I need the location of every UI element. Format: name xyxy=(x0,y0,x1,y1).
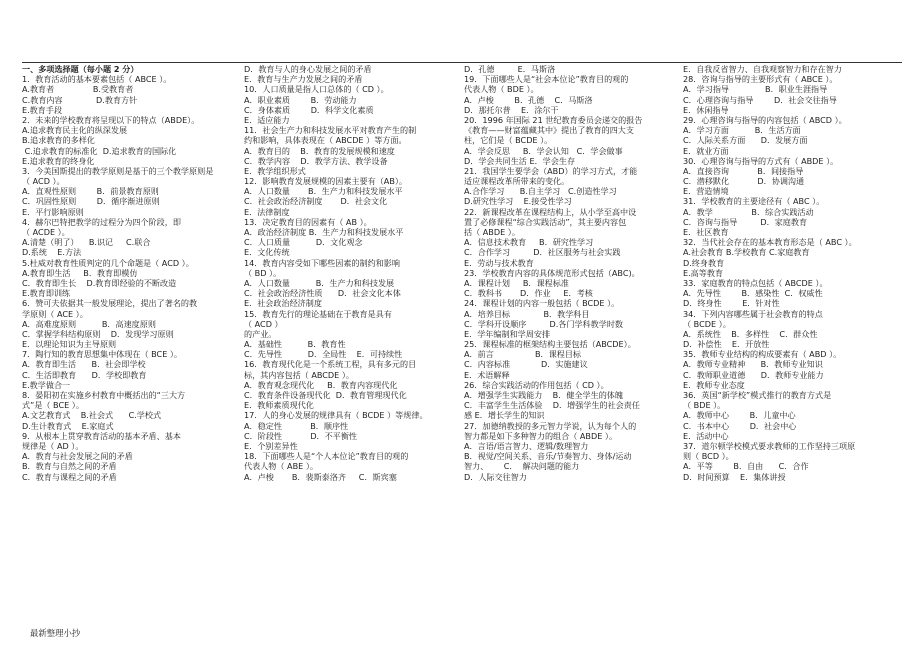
text-line: C．社会政治经济制度 D．社会文化 xyxy=(244,196,388,207)
text-line: C．教科书 D．作业 E．考核 xyxy=(464,288,593,299)
text-line: E.高等教育 xyxy=(683,267,724,278)
text-line: C．合作学习 D．社区服务与社会实践 xyxy=(464,247,621,258)
text-line: C．生活即教育 D．学校即教育 xyxy=(22,369,147,380)
text-line: 置了必修课程“综合实践活动”，其主要内容包 xyxy=(464,216,627,227)
text-line: D.系统 E.方法 xyxy=(22,247,82,258)
text-line: E．社会政治经济制度 xyxy=(244,298,322,309)
text-line: 代表人物（ ABE ）。 xyxy=(244,461,318,472)
text-line: 26．综合实践活动的作用包括（ CD ）。 xyxy=(464,379,609,390)
text-line: A．稳定性 B．顺序性 xyxy=(244,420,349,431)
text-line: C．丰富学生生活体验 D．增强学生的社会责任 xyxy=(464,400,640,411)
text-line: E．平行影响原则 xyxy=(22,206,84,217)
text-line: A．平等 B．自由 C．合作 xyxy=(683,461,809,472)
text-line: D．那托尔普 E．涂尔干 xyxy=(464,104,559,115)
text-line: A．前言 B．课程目标 xyxy=(464,349,582,360)
text-line: C．教育即生长 D.教育即经验的不断改造 xyxy=(22,277,177,288)
text-line: 2．未来的学校教育将呈现以下的特点（ABDE）。 xyxy=(22,114,200,125)
text-line: 22．新课程改革在课程结构上，从小学至高中设 xyxy=(464,206,637,217)
text-line: （ BDE ）。 xyxy=(683,400,726,411)
text-line: 感 E．增长学生的知识 xyxy=(464,410,545,421)
text-line: C．人际关系方面 D．发展方面 xyxy=(683,135,808,146)
text-line: 6．赞可夫依据其一般发展理论，提出了著名的教 xyxy=(22,298,198,309)
text-line: 8．晏阳初在实施乡村教育中概括出的“三大方 xyxy=(22,390,186,400)
text-line: 则（ BCD ）。 xyxy=(683,451,734,462)
text-line: 20．1996 年国际 21 世纪教育委员会递交的报告 xyxy=(464,114,643,125)
text-line: （ BD ）。 xyxy=(244,267,282,278)
footer-text: 最新整理小抄 xyxy=(30,628,81,638)
text-line: C．教育条件设备现代化 D．教育管理现代化 xyxy=(244,390,407,400)
text-line: D．补偿性 E．开放性 xyxy=(683,339,770,350)
text-line: 1．教育活动的基本要素包括（ ABCE ）。 xyxy=(22,74,172,85)
text-line: 37．道尔顿学校模式要求教师的工作坚持三项原 xyxy=(683,440,856,451)
text-line: A．学习指导 B．职业生涯指导 xyxy=(683,84,828,95)
text-line: 34．下列内容哪些属于社会教育的特点 xyxy=(683,308,823,319)
text-line: C．心理咨询与指导 D．社会交往指导 xyxy=(683,94,837,105)
text-line: 9．从根本上贯穿教育活动的基本矛盾、基本 xyxy=(22,430,181,441)
text-line: B．教育与自然之间的矛盾 xyxy=(22,461,117,472)
text-line: C．社会政治经济性质 D．社会文化本体 xyxy=(244,288,401,299)
text-line: C.教育内容 D.教育方针 xyxy=(22,94,138,105)
text-line: 约和影响，具体表现在（ ABCDE ）等方面。 xyxy=(244,135,407,146)
text-line: D.终身教育 xyxy=(683,257,725,268)
text-line: E．以理论知识为主导原则 xyxy=(22,339,117,350)
text-line: C．先导性 D．全局性 E．可持续性 xyxy=(244,349,403,360)
text-line: 28．咨询与指导的主要形式有（ ABCE ）。 xyxy=(683,74,838,85)
text-line: E．法律制度 xyxy=(244,206,290,217)
column-2 xyxy=(244,64,456,482)
text-line: A．课程计划 B．课程标准 xyxy=(464,277,569,288)
header-rule xyxy=(22,62,902,63)
text-line: E.追求教育的终身化 xyxy=(22,155,95,166)
text-line: A．高难度原则 B．高速度原则 xyxy=(22,318,156,329)
text-line: E．教师专业态度 xyxy=(683,379,745,390)
text-line: 13．决定教育目的因素有（ AB ）。 xyxy=(244,216,372,227)
text-line: A．人口数量 B．生产力和科技发展 xyxy=(244,277,395,288)
text-line: E.教育即训练 xyxy=(22,288,71,299)
text-line: C．内容标准 D．实施建议 xyxy=(464,359,588,370)
text-line: 代表人物（ BDE ）。 xyxy=(464,84,539,95)
text-line: C．阶段性 D．不平衡性 xyxy=(244,430,358,441)
text-line: C.追求教育的标准化 D.追求教育的国际化 xyxy=(22,145,177,156)
text-line: D.生计教育式 E.家庭式 xyxy=(22,420,114,431)
text-line: E．就业方面 xyxy=(683,145,729,156)
text-line: E．适应能力 xyxy=(244,114,290,125)
text-line: C．掌握学科结构原则 D．发现学习原则 xyxy=(22,328,174,339)
text-line: A.教育即生活 B．教育即模仿 xyxy=(22,267,138,278)
text-line: A．卢梭 B．孔德 C．马斯洛 xyxy=(464,94,593,105)
text-line: E．自我反省智力、自我观察智力和存在智力 xyxy=(683,64,842,74)
text-line: B．视觉/空间关系、音乐/节奏智力、身体/运动 xyxy=(464,451,632,462)
text-line: A．教育即生活 B．社会即学校 xyxy=(22,359,146,370)
text-line: A．政治经济制度 B．生产力和科技发展水平 xyxy=(244,227,404,237)
text-line: （ ACDE ）。 xyxy=(22,227,70,237)
text-line: 11．社会生产力和科技发展水平对教育产生的制 xyxy=(244,125,417,136)
text-line: 30．心理咨询与指导的方式有（ ABDE ）。 xyxy=(683,155,839,166)
text-line: （ ACD ）。 xyxy=(22,176,65,187)
text-line: 智力、 C． 解决问题的能力 xyxy=(464,461,580,472)
text-line: A．职业素质 B．劳动能力 xyxy=(244,94,357,105)
text-line: 35．教师专业结构的构成要素有（ ABD ）。 xyxy=(683,349,842,360)
text-line: E．社区教育 xyxy=(683,227,729,237)
text-line: A．人口数量 B．生产力和科技发展水平 xyxy=(244,186,403,197)
text-line: A．教师专业精神 B．教师专业知识 xyxy=(683,359,823,370)
text-line: 智力都是如下多种智力的组合（ ABDE ）。 xyxy=(464,430,618,441)
text-line: A.教育者 B.受教育者 xyxy=(22,84,134,95)
text-line: 适应课程改革所带来的变化。 xyxy=(464,176,570,187)
text-line: A．教师中心 B．儿童中心 xyxy=(683,410,796,421)
text-line: 16．教育现代化是一个系统工程，具有多元的目 xyxy=(244,359,417,370)
text-line: 5.杜威对教育性质判定的几个命题是（ ACD ）。 xyxy=(22,257,194,268)
text-line: 27．加德纳教授的多元智力学说，认为每个人的 xyxy=(464,420,637,431)
text-line: 24．课程计划的内容一般包括（ BCDE ）。 xyxy=(464,298,620,309)
text-line: E．劳动与技术教育 xyxy=(464,257,534,268)
text-line: 10．人口质量是指人口总体的（ CD ）。 xyxy=(244,84,389,95)
text-line: 14．教育内容受如下哪些因素的制约和影响 xyxy=(244,257,400,268)
text-line: E.教育手段 xyxy=(22,104,63,115)
text-line: E．营造情境 xyxy=(683,186,729,197)
text-line: 15．教育先行的理论基础在于教育是具有 xyxy=(244,308,392,319)
text-line: D．孔德 E．马斯洛 xyxy=(464,64,556,74)
text-line: 的产业。 xyxy=(244,328,277,339)
text-line: A．信息技术教育 B．研究性学习 xyxy=(464,237,594,248)
text-line: 柱，它们是（ BCDE ）。 xyxy=(464,135,553,146)
text-line: A.社会教育 B.学校教育 C.家庭教育 xyxy=(683,247,810,258)
text-line: E．文化传统 xyxy=(244,247,290,258)
text-line: E．术语解释 xyxy=(464,369,510,380)
text-line: A．教育目的 B．教育的发展规模和速度 xyxy=(244,145,395,156)
column-4 xyxy=(683,64,903,482)
text-line: （ BCDE ）。 xyxy=(683,318,731,329)
text-line: 式”是（ BCE ）。 xyxy=(22,400,84,411)
text-line: 括（ ABDE ）。 xyxy=(464,227,520,237)
text-line: A．卢梭 B．裴斯泰洛齐 C．斯宾塞 xyxy=(244,471,397,482)
text-line: D．学会共同生活 E．学会生存 xyxy=(464,155,576,166)
text-line: A．教学 B．综合实践活动 xyxy=(683,206,814,217)
text-line: 18．下面哪些人是“个人本位论”教育目的观的 xyxy=(244,451,409,462)
text-line: A．先导性 B．感染性 C．权威性 xyxy=(683,288,823,299)
text-line: E.教学做合一 xyxy=(22,379,71,390)
text-line: A．言语/语言智力、逻辑/数理智力 xyxy=(464,440,589,451)
text-line: B.追求教育的多样化 xyxy=(22,135,95,146)
text-line: A．教育观念现代化 B．教育内容现代化 xyxy=(244,379,398,390)
text-line: 32．当代社会存在的基本教育形态是（ ABC ）。 xyxy=(683,237,857,248)
text-line: D．教育与人的身心发展之间的矛盾 xyxy=(244,64,372,74)
text-line: 12．影响教育发展规模的因素主要有（AB）。 xyxy=(244,176,408,187)
text-line: A．直接咨询 B．间接指导 xyxy=(683,165,804,176)
text-line: A.文艺教育式 B.社会式 C.学校式 xyxy=(22,410,162,421)
text-line: E．学年编制和学周安排 xyxy=(464,328,551,339)
text-line: A．培养目标 B．教学科目 xyxy=(464,308,590,319)
text-line: C．咨询与指导 D．家庭教育 xyxy=(683,216,808,227)
section-heading: 一、多项选择题（每小题 2 分） xyxy=(22,64,139,74)
text-line: 17．人的身心发展的规律具有（ BCDE ）等规律。 xyxy=(244,410,428,421)
text-line: 29．心理咨询与指导的内容包括（ ABCD ）。 xyxy=(683,114,847,125)
text-line: 《教育——财富蕴藏其中》提出了教育的四大支 xyxy=(464,125,634,136)
text-line: A.清楚（明了） B.识记 C.联合 xyxy=(22,237,151,248)
text-line: D.研究性学习 E.接受性学习 xyxy=(464,196,572,207)
text-line: C．身体素质 D．科学文化素质 xyxy=(244,104,374,115)
text-line: A．系统性 B．多样性 C．群众性 xyxy=(683,328,818,339)
column-3 xyxy=(464,64,676,482)
text-line: A.追求教育民主化的纵深发展 xyxy=(22,125,128,136)
text-line: E．教育与生产力发展之间的矛盾 xyxy=(244,74,363,85)
text-line: 31．学校教育的主要途径有（ ABC ）。 xyxy=(683,196,825,207)
text-line: 标，其内容包括（ ABCDE ）。 xyxy=(244,369,354,380)
text-line: A.合作学习 B.自主学习 C.创造性学习 xyxy=(464,186,617,197)
text-line: E．教师素质现代化 xyxy=(244,400,314,411)
text-line: E．休闲指导 xyxy=(683,104,729,115)
text-line: 36．英国“新学校”模式推行的教育方式是 xyxy=(683,390,832,400)
column-1 xyxy=(22,64,234,482)
text-line: 21．我国学生要学会（ABD）的学习方式，才能 xyxy=(464,165,638,176)
text-line: A．教育与社会发展之间的矛盾 xyxy=(22,451,133,462)
text-line: E．活动中心 xyxy=(683,430,729,441)
text-line: D．时间预算 E．集体讲授 xyxy=(683,471,786,482)
text-line: A．基础性 B．教育性 xyxy=(244,339,346,350)
text-line: 4．赫尔巴特把教学的过程分为四个阶段，即 xyxy=(22,216,181,227)
text-line: C．学科开设顺序 D.各门学科教学时数 xyxy=(464,318,624,329)
text-line: C．潜移默化 D．协调沟通 xyxy=(683,176,805,187)
text-line: C．教学内容 D．教学方法、教学设备 xyxy=(244,155,388,166)
text-line: D．终身性 E．针对性 xyxy=(683,298,780,309)
text-line: C．教师职业道德 D．教师专业能力 xyxy=(683,369,824,380)
text-line: 7．陶行知的教育思想集中体现在（ BCE ）。 xyxy=(22,349,183,360)
text-line: E．个别差异性 xyxy=(244,440,298,451)
text-line: 25．课程标准的框架结构主要包括（ABCDE）。 xyxy=(464,339,636,350)
text-line: 23．学校教育内容的具体规范形式包括（ABC)。 xyxy=(464,267,640,278)
text-line: E．教学组织形式 xyxy=(244,165,306,176)
text-line: C．人口质量 D．文化观念 xyxy=(244,237,363,248)
text-line: A．学会反思 B．学会认知 C．学会做事 xyxy=(464,145,623,156)
text-line: D．人际交往智力 xyxy=(464,471,527,482)
text-line: A．增强学生实践能力 B．健全学生的体魄 xyxy=(464,390,623,400)
text-line: A．直观性原则 B．前景教育原则 xyxy=(22,186,159,197)
text-line: 33．家庭教育的特点包括（ ABCDE ）。 xyxy=(683,277,828,288)
text-line: 3．今美国斯提出的教学原则是基于的三个教学原则是 xyxy=(22,165,214,176)
text-line: 学原则（ ACE ）。 xyxy=(22,308,88,319)
text-line: C．书本中心 D．社会中心 xyxy=(683,420,797,431)
text-line: C．巩固性原则 D．循序渐进原则 xyxy=(22,196,160,207)
text-line: 规律是（ AD ）。 xyxy=(22,440,84,451)
text-line: C．教育与课程之间的矛盾 xyxy=(22,471,117,482)
text-line: A．学习方面 B．生活方面 xyxy=(683,125,801,136)
text-line: （ ACD ） xyxy=(244,318,283,329)
text-line: 19．下面哪些人是“社会本位论”教育目的观的 xyxy=(464,74,629,85)
